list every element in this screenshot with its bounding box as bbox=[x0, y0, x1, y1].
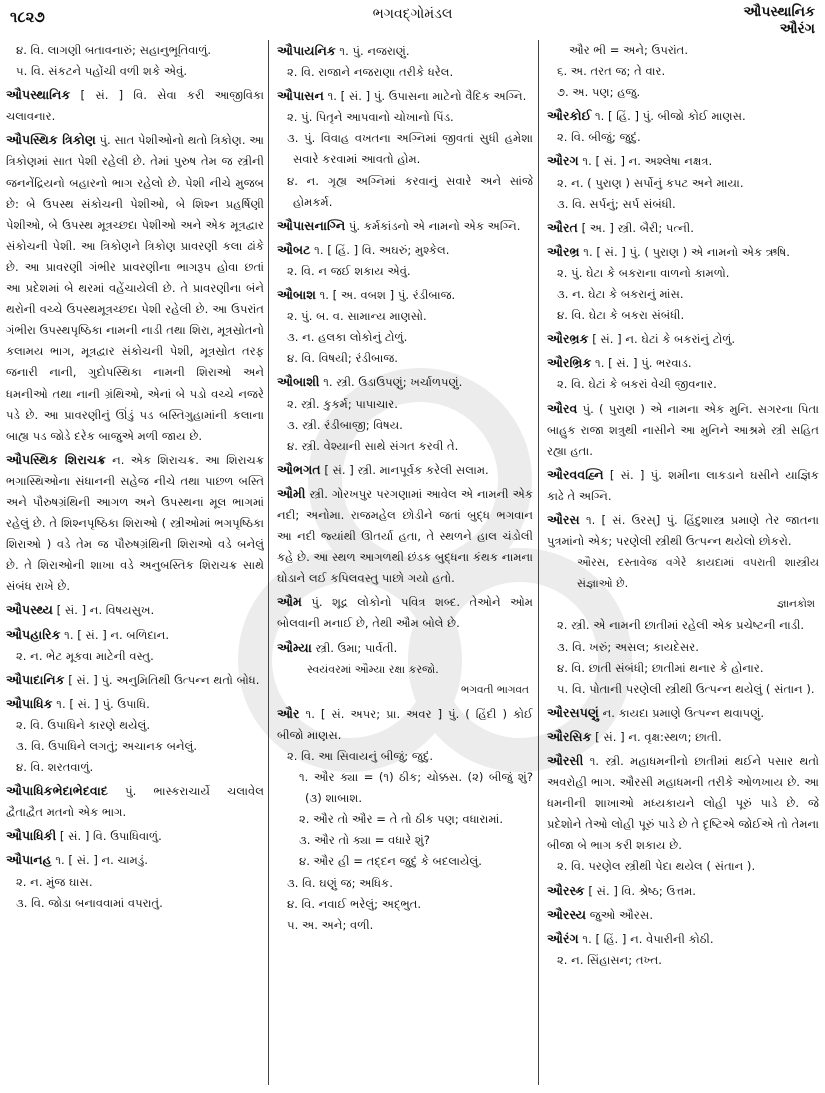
headword: ઔપસ્થિક શિરાચક્ર bbox=[6, 451, 106, 467]
headword: ઔપાધિકભેદાભેદવાદ bbox=[6, 783, 108, 799]
headword: ઔરવ bbox=[547, 400, 578, 416]
sense-line: ૫. વિ. સંકટને પહોંચી વળી શકે એવું. bbox=[16, 64, 188, 79]
definition-text: [ સં. ] પું. અનુમિતિથી ઉત્પન્ન થતો બોધ. bbox=[68, 672, 260, 687]
sense-line: ૩. ન. હલકા લોકોનું ટોળું. bbox=[287, 330, 408, 345]
sense-line: ૪. વિ. લાગણી બતાવનારું; સહાનુભૂતિવાળું. bbox=[16, 43, 212, 57]
definition-text: સ્ત્રી. ઉમા; પાર્વતી. bbox=[315, 640, 398, 655]
entry-main bbox=[277, 215, 533, 237]
idiom-line: ઔર ભી = અને; ઉપરાંત. bbox=[569, 43, 689, 57]
entry-main bbox=[547, 398, 819, 462]
headword: ઔરગ bbox=[547, 153, 579, 169]
definition-text: ૧. સ્ત્રી. ઉડાઉપણું; ખર્ચાળપણું. bbox=[323, 375, 463, 390]
dictionary-entry bbox=[277, 239, 533, 282]
headword: ઔબાશ bbox=[277, 287, 316, 303]
definition-text: [ સં. ] વિ. ઉપાધિવાળું. bbox=[59, 829, 162, 844]
sense-line: ૨. વિ. બીજું; જુદું. bbox=[557, 130, 641, 145]
dictionary-entry bbox=[6, 693, 264, 778]
definition-text: [ સં. ] પું. શમીના લાકડાને ઘસીને યાજ્ઞિક કાઢે તે અગ્નિ. bbox=[547, 467, 819, 503]
entry-main bbox=[6, 129, 264, 446]
sense-line: ૨. ન. સિંહાસન; તખ્ત. bbox=[557, 952, 662, 967]
definition-text: ૧. [ સં. ] ન. અશ્લેષા નક્ષત્ર. bbox=[582, 154, 713, 169]
headword: ઔરત bbox=[547, 219, 578, 235]
entry-main bbox=[6, 669, 264, 691]
definition-text: ૧. [ સં. ] પું. ઉપાસના માટેનો વૈદિક અગ્નિ. bbox=[327, 89, 527, 104]
definition-text: ૧. [ હિં. ] વિ. અઘરું; મુશ્કેલ. bbox=[314, 242, 450, 257]
headword: ઔરસ્ક bbox=[547, 882, 585, 898]
entry-main bbox=[277, 85, 533, 107]
sense-line: ૫. વિ. પોતાની પરણેલી સ્ત્રીથી ઉત્પન્ન થયેલું ( સંતાન ). bbox=[557, 681, 815, 696]
definition-text: ૧. [ સં. ] પું. ( પુરાણ ) એ નામનો એક ઋષિ. bbox=[583, 244, 790, 259]
dictionary-entry bbox=[547, 750, 819, 878]
definition-text: ૧. [ અ. વબશ ] પું. રંડીબાજ. bbox=[319, 288, 456, 303]
headword: ઔરભ્રિક bbox=[547, 355, 592, 371]
definition-text: ૧. [ સં. ] ન. બળિદાન. bbox=[64, 627, 170, 642]
column-1 bbox=[6, 40, 264, 1090]
entry-main bbox=[547, 464, 819, 507]
headword: ઔપાનહ bbox=[6, 852, 52, 868]
sense-line: ૨. પું. ઘેટા કે બકરાના વાળનો કામળો. bbox=[557, 265, 730, 280]
sense-line: ૩. વિ. ખરું; અસલ; કાયદેસર. bbox=[557, 639, 699, 654]
dictionary-entry bbox=[6, 669, 264, 691]
running-title: ભગવદ્ગોમંડલ bbox=[372, 6, 453, 22]
headword: ઔપાદાનિક bbox=[6, 671, 65, 687]
idiom-line: ૧. ઔર ક્યા = (૧) ઠીક; ચોક્કસ. (૨) બીજું શું? (૩) શાબાશ. bbox=[299, 770, 533, 806]
headword: ઔરભ્રક bbox=[547, 331, 589, 347]
headword: ઔબાશી bbox=[277, 374, 320, 390]
definition-text: સ્ત્રી. ગોરખપુર પરગણામાં આવેલ એ નામની એક નદી; અનોમા. રાજમહેલ છોડીને જતાં બુદ્ધ ભગવાન આ નદી જ્યાંથી ઊતર્યા હતા, તે સ્થળને હાલ ચંડોલી કહે છે. આ સ્થળ આગળથી છંડક બુદ્ધના કંથક નામના ઘોડાને લઈ કપિલવસ્તુ પાછો ગયો હતો. bbox=[277, 486, 533, 586]
definition-text: પું. સાત પેશીઓનો થતો ત્રિકોણ. આ ત્રિકોણમાં સાત પેશી રહેલી છે. તેમાં પુરુષ તેમ જ સ્ત્રીની જનનેંદ્રિયનો બહારનો ભાગ રહેલો છે. પેશી નીચે મુજબ છે: બે ઉપસ્થ સંકોચની પેશીઓ, બે શિશ્ન પ્રહર્ષિણી પેશીઓ, બે ઉપસ્થ મૂત્રચ્છદા પેશીઓ અને એક મૂત્રદ્વાર સંકોચની પેશી. આ ત્રિકોણને ત્રિકોણ પ્રાવરણી કલા ઢાંકે છે. આ પ્રાવરણી ગંભીર પ્રાવરણીના ભાગરૂપ હોવા છતાં આ પ્રદેશમાં બે થરમાં વહેંચાયેલી છે. તે પ્રાવરણીના બંને થરોની વચ્ચે ઉપસ્થમૂત્રચ્છદા પેશી રહેલી છે. આ ઉપરાંત ગંભીરા ઉપસ્થપૃષ્ઠિકા નામની નાડી તથા શિરા, મૂત્રસ્રોતનો કલામય ભાગ, મૂત્રદ્વાર સંકોચની પેશી, મૂત્રસ્રોત તરફ જનારી નાની, ગુદોપસ્થિકા નામની શિરાઓ અને ધમનીઓ તથા નાની ગ્રંથિઓ, એનાં બે પડો વચ્ચે નજરે પડે છે. આ પ્રાવરણીનું ઊંડું પડ બસ્તિગુહામાંની કલાના બાહ્ય પડ જોડે દરેક બાજુએ મળી જાય છે. bbox=[6, 133, 264, 443]
headword: ઔમ્યા bbox=[277, 639, 312, 655]
dictionary-entry bbox=[277, 371, 533, 456]
dictionary-entry bbox=[6, 849, 264, 913]
definition-text: ન. કાયદા પ્રમાણે ઉત્પન્ન થવાપણું. bbox=[602, 705, 765, 720]
dictionary-entry bbox=[547, 150, 819, 214]
headword: ઔર bbox=[277, 705, 300, 721]
column-2 bbox=[277, 40, 533, 1090]
entry-main bbox=[6, 84, 264, 127]
dictionary-entry bbox=[547, 726, 819, 748]
headword: ઔરકોઈ bbox=[547, 108, 592, 124]
definition-text: ૧. [ સં. ] પું. ઉપાધિ. bbox=[56, 696, 150, 711]
headword: ઔપહારિક bbox=[6, 626, 61, 642]
dictionary-entry bbox=[547, 40, 819, 103]
headword: ઔરસપણું bbox=[547, 704, 599, 720]
guide-words bbox=[744, 4, 815, 38]
entry-main bbox=[277, 637, 533, 659]
definition-text: [ સં. ] સ્ત્રી. માનપૂર્વક કરેલી સલામ. bbox=[324, 462, 489, 477]
dictionary-entry bbox=[6, 599, 264, 621]
dictionary-entry bbox=[547, 464, 819, 507]
definition-text: [ સં. ] ન. વૃક્ષ:સ્થળ; છાતી. bbox=[595, 729, 722, 744]
entry-main bbox=[6, 599, 264, 621]
dictionary-entry bbox=[6, 129, 264, 446]
sense-line: ૪. સ્ત્રી. વેશ્યાની સાથે સંગત કરવી તે. bbox=[287, 438, 459, 453]
entry-main bbox=[277, 239, 533, 261]
headword: ઔમી bbox=[277, 485, 306, 501]
definition-text: પું. શૂદ્ર લોકોનો પવિત્ર શબ્દ. તેઓને ઓમ બોલવાની મનાઈ છે, તેથી ઔમ બોલે છે. bbox=[277, 595, 533, 631]
definition-text: પું. ( પુરાણ ) એ નામના એક મુનિ. સગરના પિતા બાહુક રાજા શત્રુથી નાસીને આ મુનિને આશ્રમે સ્ત્રી સહિત રહ્યા હતા. bbox=[547, 401, 819, 458]
dictionary-entry bbox=[547, 217, 819, 239]
sense-line: ૨. ન. ( પુરાણ ) સર્પોનું કપટ અને માયા. bbox=[557, 175, 744, 190]
page-header bbox=[0, 0, 825, 40]
sense-line: ૨. ન. મુંજ ઘાસ. bbox=[16, 874, 93, 889]
sense-line: ૭. અ. પણ; હજુ. bbox=[557, 85, 641, 100]
dictionary-entry bbox=[277, 637, 533, 701]
definition-text: ૧. પું. નજરાણું. bbox=[339, 44, 410, 58]
definition-text: ૧. સ્ત્રી. મહાધમનીનો છાતીમાં થઈને પસાર થતો અવરોહી ભાગ. ઔરસી મહાધમની તરીકે ઓળખાય છે. આ ધમનીની શાખાઓ મધ્યકાયને લોહી પૂરું પાડે છે. જે પ્રદેશોને તેઓ લોહી પૂરું પાડે છે તે દૃષ્ટિએ જોઈએ તો તેમના બીજા બે ભાગ કરી શકાય છે. bbox=[547, 754, 819, 853]
sense-line: ૨. સ્ત્રી. કુકર્મ; પાપાચાર. bbox=[287, 396, 398, 411]
entry-main bbox=[547, 217, 819, 239]
dictionary-entry bbox=[547, 328, 819, 350]
sense-line: ૨. ન. ભેટ મૂકવા માટેની વસ્તુ. bbox=[16, 648, 154, 663]
citation-source: જ્ઞાનકોશ bbox=[776, 598, 815, 611]
dictionary-entry bbox=[6, 825, 264, 847]
headword: ઔમ bbox=[277, 594, 302, 610]
headword: ઔબટ bbox=[277, 241, 311, 257]
headword: ઔરસ bbox=[547, 511, 580, 527]
sense-line: ૪. વિ. છાતી સંબંધી; છાતીમાં થનાર કે હોનાર. bbox=[557, 660, 764, 675]
headword: ઔરભ્ર bbox=[547, 243, 580, 259]
entry-main bbox=[277, 284, 533, 306]
entry-main bbox=[277, 483, 533, 589]
entry-main bbox=[547, 509, 819, 552]
entry-main bbox=[547, 105, 819, 127]
dictionary-entry bbox=[547, 398, 819, 462]
sense-line: ૬. અ. તરત જ; તે વાર. bbox=[557, 64, 666, 79]
definition-text: [ સં. ] ન. વિષયસુખ. bbox=[56, 603, 155, 618]
entry-main bbox=[6, 449, 264, 598]
definition-text: ૧. [ હિં. ] પું. બીજો કોઈ માણસ. bbox=[594, 109, 746, 124]
sense-line: ૪. ન. ગૃહ્ય અગ્નિમાં કરવાનું સવારે અને સાંજે હોમકર્મ. bbox=[287, 173, 533, 209]
dictionary-entry bbox=[277, 483, 533, 589]
definition-text: પું. કર્મકાંડનો એ નામનો એક અગ્નિ. bbox=[348, 218, 521, 233]
headword: ઔપાસન bbox=[277, 88, 324, 104]
sense-line: ૨. પું. બ. વ. સામાન્ય માણસો. bbox=[287, 309, 427, 324]
entry-main bbox=[6, 780, 264, 823]
definition-text: ન. એક શિરાચક્ર. આ શિરાચક્ર ભગાસ્થિઓના સંધાનની સહેજ નીચે તથા પાછળ બસ્તિ અને પૌરુષગ્રંથિની આગળ અને ઉપસ્થના મૂલ ભાગમાં રહેલું છે. તે શિશ્નપૃષ્ઠિકા શિરાઓ ( સ્ત્રીઓમાં ભગપૃષ્ઠિકા શિરાઓ ) વડે તેમ જ પૌરુષગ્રંથિની શિરાઓ વડે બનેલું છે. તે શિરાઓની શાખા વડે અનુબસ્તિક શિરાચક્ર સાથે સંબંધ રાખે છે. bbox=[6, 452, 264, 594]
dictionary-entry bbox=[547, 904, 819, 926]
sense-line: ૨. વિ. રાજાને નજરાણા તરીકે ધરેલ. bbox=[287, 65, 454, 80]
sense-line: ૨. વિ. પરણેલ સ્ત્રીથી પેદા થયેલ ( સંતાન ). bbox=[557, 859, 756, 874]
dictionary-entry bbox=[6, 624, 264, 667]
dictionary-entry bbox=[277, 40, 533, 83]
entry-main bbox=[277, 703, 533, 746]
sense-line: ૩. વિ. ઘણું જ; અધિક. bbox=[287, 875, 393, 890]
entry-main bbox=[547, 928, 819, 950]
sense-line: ૫. અ. અને; વળી. bbox=[287, 917, 374, 932]
dictionary-entry bbox=[277, 215, 533, 237]
dictionary-entry bbox=[277, 284, 533, 369]
dictionary-entry bbox=[6, 84, 264, 127]
headword: ઔભગત bbox=[277, 461, 321, 477]
entry-main bbox=[277, 371, 533, 393]
dictionary-entry bbox=[547, 509, 819, 700]
entry-main bbox=[6, 693, 264, 715]
headword: ઔપસ્થ્ય bbox=[6, 602, 53, 618]
sense-line: ૨. વિ. ન જઈ શકાય એવું. bbox=[287, 263, 411, 278]
headword: ઔરંગ bbox=[547, 930, 579, 946]
definition-text: ૧. [ સં. ] ન. ચામડું. bbox=[55, 853, 148, 868]
definition-text: ૧. [ સં. ઉરસ્] પું. હિંદુશાસ્ત્ર પ્રમાણે તેર જાતના પુત્રમાંનો એક; પરણેલી સ્ત્રીથી ઉત્પન્ન થયેલો છોકરો. bbox=[547, 512, 819, 549]
dictionary-entry bbox=[547, 928, 819, 971]
sense-line: ૪. વિ. વિષયી; રંડીબાજ. bbox=[287, 351, 398, 366]
entry-main bbox=[547, 880, 819, 902]
dictionary-columns bbox=[0, 40, 825, 1093]
entry-main bbox=[547, 352, 819, 374]
entry-main bbox=[6, 624, 264, 646]
definition-text: પું. ભાસ્કરાચાર્યે ચલાવેલ દ્વૈતાદ્વૈત મતનો એક ભાગ. bbox=[6, 784, 264, 820]
column-3 bbox=[547, 40, 819, 1090]
page-number: ૧૮૨૭ bbox=[10, 8, 45, 26]
sense-line: ૨. વિ. ઘેટાં કે બકરાં વેચી જીવનાર. bbox=[557, 377, 717, 392]
headword: ઔપસ્થાનિક bbox=[6, 87, 71, 103]
guide-last-word: ઔરંગ bbox=[779, 21, 815, 37]
definition-text: ૧. [ સં. અપર; પ્રા. અવર ] પું. ( હિંદી ) કોઈ બીજો માણસ. bbox=[277, 706, 533, 742]
dictionary-entry bbox=[6, 780, 264, 823]
definition-text: [ અ. ] સ્ત્રી. બૈરી; પત્ની. bbox=[581, 220, 694, 235]
sense-line: ૩. વિ. ઉપાધિને લગતું; અચાનક બનેલું. bbox=[16, 739, 198, 753]
headword: ઔપાસનાગ્નિ bbox=[277, 217, 346, 233]
sense-line: ૩. સ્ત્રી. રંડીબાજી; વિષય. bbox=[287, 417, 403, 432]
entry-main bbox=[277, 591, 533, 634]
dictionary-entry bbox=[277, 591, 533, 634]
sense-line: ૩. ન. ઘેટા કે બકરાનું માંસ. bbox=[557, 287, 684, 302]
entry-main bbox=[6, 825, 264, 847]
headword: ઔરસ્ય bbox=[547, 906, 587, 922]
citation-quote: સ્વયંવરમાં ઔમ્યા રક્ષા કરજો. bbox=[307, 662, 439, 676]
sense-line: ૩. વિ. જોડા બનાવવામાં વપરાતું. bbox=[16, 895, 163, 910]
dictionary-entry bbox=[547, 702, 819, 724]
definition-text: જુઓ ઔરસ. bbox=[589, 907, 653, 922]
entry-main bbox=[547, 750, 819, 856]
entry-main bbox=[547, 904, 819, 926]
entry-main bbox=[547, 726, 819, 748]
entry-main bbox=[547, 328, 819, 350]
sense-line: ૨. વિ. આ સિવાયનું બીજું; જુદું. bbox=[287, 749, 434, 763]
definition-text: ૧. [ હિં. ] ન. વેપારીની કોઠી. bbox=[582, 931, 714, 946]
idiom-line: ૪. ઔર હી = તદ્દન જુદું કે બદલાયેલું. bbox=[299, 854, 482, 869]
guide-first-word: ઔપસ્થાનિક bbox=[743, 4, 815, 20]
entry-main bbox=[547, 702, 819, 724]
headword: ઔરસી bbox=[547, 753, 584, 768]
definition-text: [ સં. ] વિ. શ્રેષ્ઠ; ઉત્તમ. bbox=[588, 883, 696, 898]
dictionary-entry bbox=[547, 241, 819, 326]
dictionary-entry bbox=[277, 459, 533, 481]
idiom-line: ૩. ઔર તો ક્યા = વધારે શું? bbox=[299, 833, 430, 848]
sense-line: ૪. વિ. ઘેટા કે બકરા સંબંધી. bbox=[557, 308, 685, 323]
dictionary-entry bbox=[277, 85, 533, 213]
sense-line: ૨. પું. પિતૃને આપવાનો ચોખાનો પિંડ. bbox=[287, 110, 454, 125]
sense-line: ૪. વિ. શરતવાળું. bbox=[16, 760, 94, 775]
sense-line: ૨. વિ. ઉપાધિને કારણે થયેલું. bbox=[16, 717, 151, 732]
headword: ઔરવવહ્નિ bbox=[547, 466, 604, 482]
definition-text: [ સં. ] વિ. સેવા કરી આજીવિકા ચલાવનાર. bbox=[6, 88, 264, 124]
entry-main bbox=[6, 849, 264, 871]
entry-main bbox=[277, 459, 533, 481]
dictionary-entry bbox=[547, 352, 819, 395]
sense-line: ૩. પું. વિવાહ વખતના અગ્નિમાં જીવતાં સુધી હમેશા સવારે કરવામાં આવતો હોમ. bbox=[287, 131, 533, 167]
dictionary-entry bbox=[6, 449, 264, 598]
dictionary-entry bbox=[547, 105, 819, 148]
citation-quote: ઔરસ, દસ્તાવેજ વગેરે કાયદામાં વપરાતી શાસ્ત્રીય સંજ્ઞાઓ છે. bbox=[577, 556, 819, 591]
dictionary-entry bbox=[277, 703, 533, 936]
entry-main bbox=[547, 150, 819, 172]
headword: ઔપાયનિક bbox=[277, 43, 336, 58]
definition-text: [ સં. ] ન. ઘેટાં કે બકરાંનું ટોળું. bbox=[592, 332, 736, 347]
headword: ઔપસ્થિક ત્રિકોણ bbox=[6, 132, 96, 148]
dictionary-entry bbox=[6, 40, 264, 82]
citation-source: ભગવતી ભાગવત bbox=[460, 683, 529, 696]
sense-line: ૩. વિ. સર્પનું; સર્પ સંબંધી. bbox=[557, 196, 676, 211]
headword: ઔરસિક bbox=[547, 728, 592, 744]
dictionary-entry bbox=[547, 880, 819, 902]
definition-text: ૧. [ સં. ] પું. ભરવાડ. bbox=[595, 356, 692, 371]
sense-line: ૨. સ્ત્રી. એ નામની છાતીમાં રહેલી એક પ્રચેષ્ટની નાડી. bbox=[557, 618, 805, 633]
sense-line: ૪. વિ. નવાઈ ભરેલું; અદ્ભુત. bbox=[287, 896, 422, 911]
headword: ઔપાધિક bbox=[6, 695, 53, 711]
idiom-line: ૨. ઔર તો ઔર = તે તો ઠીક પણ; વધારામાં. bbox=[299, 812, 504, 827]
headword: ઔપાધિકી bbox=[6, 828, 57, 844]
entry-main bbox=[547, 241, 819, 263]
entry-main bbox=[277, 40, 533, 62]
